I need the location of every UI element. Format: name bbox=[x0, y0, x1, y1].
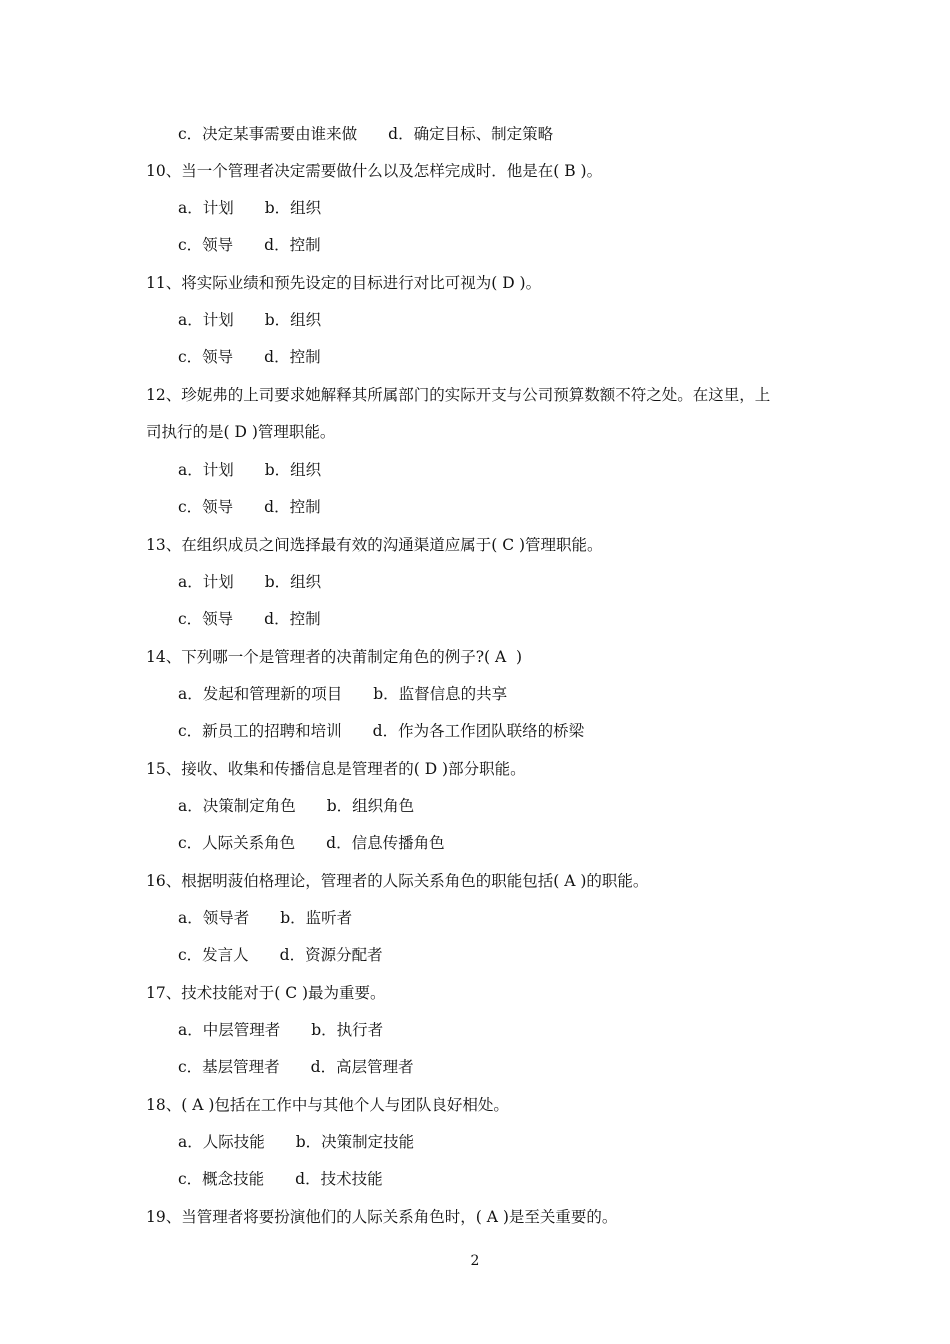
option-line: a．计划 b．组织 bbox=[178, 311, 322, 329]
question-line: 11、将实际业绩和预先设定的目标进行对比可视为( D )。 bbox=[146, 274, 542, 292]
option-line: a．计划 b．组织 bbox=[178, 199, 322, 217]
option-line: a．人际技能 b．决策制定技能 bbox=[178, 1133, 415, 1151]
question-line: 18、( A )包括在工作中与其他个人与团队良好相处。 bbox=[146, 1096, 509, 1114]
option-line: c．基层管理者 d．高层管理者 bbox=[178, 1058, 414, 1076]
question-line: 10、当一个管理者决定需要做什么以及怎样完成时．他是在( B )。 bbox=[146, 162, 603, 180]
option-line: c．新员工的招聘和培训 d．作为各工作团队联络的桥梁 bbox=[178, 722, 585, 740]
option-line: c．领导 d．控制 bbox=[178, 236, 321, 254]
question-line: 12、珍妮弗的上司要求她解释其所属部门的实际开支与公司预算数额不符之处。在这里，上 bbox=[146, 386, 771, 404]
option-line: c．领导 d．控制 bbox=[178, 498, 321, 516]
option-line: c．概念技能 d．技术技能 bbox=[178, 1170, 383, 1188]
question-line: 13、在组织成员之间选择最有效的沟通渠道应属于( C )管理职能。 bbox=[146, 536, 603, 554]
question-line: 14、下列哪一个是管理者的决莆制定角色的例子?( A ) bbox=[146, 648, 523, 666]
question-line: 司执行的是( D )管理职能。 bbox=[146, 423, 336, 441]
page-number: 2 bbox=[470, 1253, 480, 1269]
option-line: c．领导 d．控制 bbox=[178, 610, 321, 628]
option-line: a．领导者 b．监听者 bbox=[178, 909, 353, 927]
option-line: a．中层管理者 b．执行者 bbox=[178, 1021, 384, 1039]
option-line: a．决策制定角色 b．组织角色 bbox=[178, 797, 415, 815]
option-line: c．人际关系角色 d．信息传播角色 bbox=[178, 834, 445, 852]
question-line: 19、当管理者将要扮演他们的人际关系角色时，( A )是至关重要的。 bbox=[146, 1208, 618, 1226]
option-line: c．决定某事需要由谁来做 d．确定目标、制定策略 bbox=[178, 125, 554, 143]
question-line: 15、接收、收集和传播信息是管理者的( D )部分职能。 bbox=[146, 760, 526, 778]
option-line: a．发起和管理新的项目 b．监督信息的共享 bbox=[178, 685, 508, 703]
option-line: a．计划 b．组织 bbox=[178, 461, 322, 479]
question-line: 16、根据明菠伯格理论，管理者的人际关系角色的职能包括( A )的职能。 bbox=[146, 872, 649, 890]
option-line: a．计划 b．组织 bbox=[178, 573, 322, 591]
option-line: c．领导 d．控制 bbox=[178, 348, 321, 366]
option-line: c．发言人 d．资源分配者 bbox=[178, 946, 383, 964]
question-line: 17、技术技能对于( C )最为重要。 bbox=[146, 984, 386, 1002]
